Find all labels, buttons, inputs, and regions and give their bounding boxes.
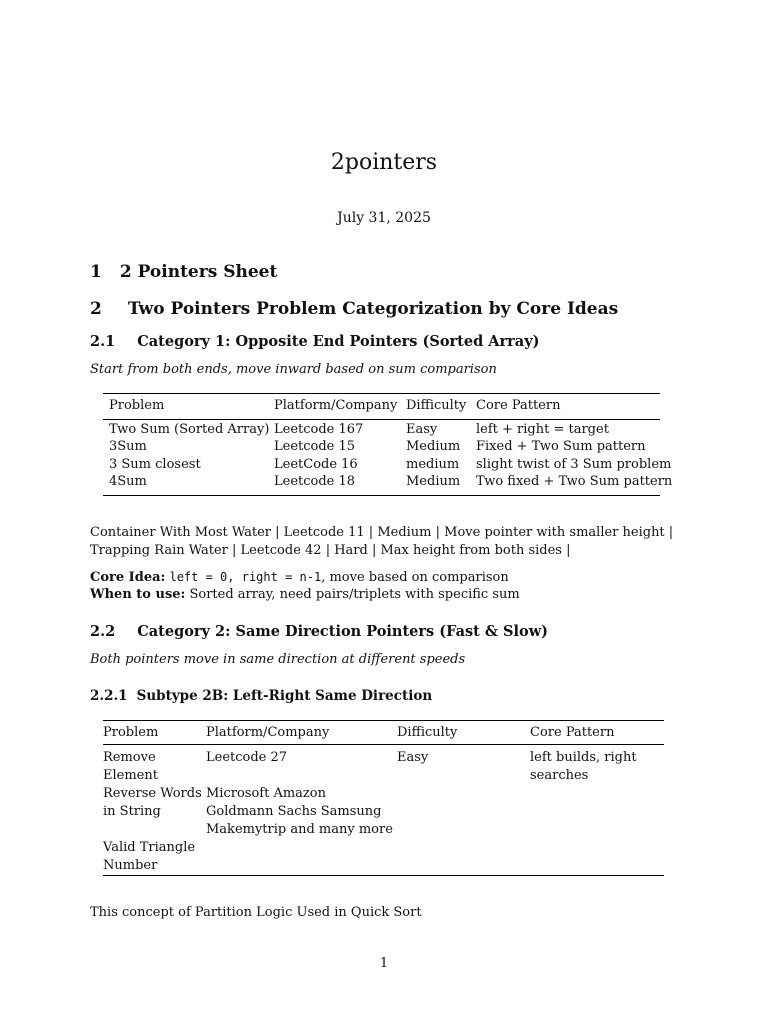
subsection-number: 2.1	[90, 333, 116, 350]
subsubsection-title: Subtype 2B: Left-Right Same Direction	[136, 688, 433, 704]
table-cell	[397, 839, 530, 875]
table-top-rule	[103, 393, 660, 394]
table-cell: left + right = target	[476, 421, 609, 437]
table-cell: Fixed + Two Sum pattern	[476, 439, 646, 454]
subsection-2-1-heading	[90, 333, 539, 350]
table-cell	[397, 785, 530, 839]
table-cell: medium	[406, 456, 460, 472]
subsection-description: Both pointers move in same direction at different speeds	[90, 652, 466, 667]
when-to-use-text: Sorted array, need pairs/triplets with specific sum	[189, 587, 520, 602]
table-cell: Medium	[406, 474, 461, 489]
table-cell	[530, 839, 664, 875]
column-header: Difficulty	[406, 398, 467, 413]
table-cell: Leetcode 18	[274, 474, 356, 489]
table-row	[109, 439, 672, 457]
table-cell: 3 Sum closest	[109, 456, 201, 472]
table-cell: Two fixed + Two Sum pattern	[476, 474, 673, 489]
column-header: Problem	[103, 725, 159, 740]
subsection-description: Start from both ends, move inward based on sum comparison	[90, 362, 497, 377]
subsection-title: Category 1: Opposite End Pointers (Sorted Array)	[137, 333, 540, 350]
section-number: 1	[90, 262, 102, 282]
subsection-title: Category 2: Same Direction Pointers (Fast & Slow)	[137, 623, 549, 640]
table-top-rule	[103, 720, 664, 721]
table-bottom-rule	[103, 495, 660, 496]
section-1-heading	[90, 262, 277, 282]
core-idea-code: left = 0, right = n-1	[169, 570, 322, 584]
table-cell: Medium	[406, 439, 461, 454]
core-idea-text: , move based on comparison	[321, 570, 509, 585]
table-cell: 4Sum	[109, 474, 147, 489]
table-row	[103, 749, 664, 785]
subsubsection-2-2-1-heading	[90, 688, 432, 704]
table-header-row	[103, 724, 664, 742]
closing-paragraph: This concept of Partition Logic Used in Quick Sort	[90, 905, 422, 920]
table-row	[103, 785, 664, 839]
problems-table-opposite-end	[109, 398, 672, 492]
document-date: July 31, 2025	[337, 210, 431, 226]
column-header: Platform/Company	[274, 398, 398, 413]
table-cell: Remove Element	[103, 750, 158, 783]
table-cell: Leetcode 15	[274, 439, 356, 454]
table-cell: 3Sum	[109, 439, 147, 454]
problems-table-same-direction	[103, 724, 664, 875]
section-title: 2 Pointers Sheet	[119, 262, 278, 282]
when-to-use-line	[90, 586, 520, 604]
subsection-2-2-heading	[90, 623, 548, 640]
table-row	[109, 474, 672, 492]
column-header: Core Pattern	[530, 725, 615, 740]
section-title: Two Pointers Problem Categorization by Core Ideas	[127, 299, 619, 319]
table-header-row	[109, 398, 672, 416]
table-bottom-rule	[103, 875, 664, 876]
table-row	[109, 457, 672, 475]
section-2-heading	[90, 299, 618, 319]
extra-problem-line: Container With Most Water | Leetcode 11 | Medium | Move pointer with smaller height |	[90, 525, 674, 540]
table-header-rule	[103, 419, 660, 420]
column-header: Difficulty	[397, 725, 458, 740]
extra-problem-line: Trapping Rain Water | Leetcode 42 | Hard | Max height from both sides |	[90, 543, 571, 558]
document-title: 2pointers	[330, 150, 438, 175]
table-cell: Easy	[397, 750, 429, 765]
table-cell: Easy	[406, 421, 438, 437]
table-cell: Reverse Words in String	[103, 786, 202, 819]
core-idea-line	[90, 568, 509, 587]
when-to-use-label: When to use:	[90, 587, 186, 602]
subsubsection-number: 2.2.1	[90, 688, 128, 704]
table-cell: Microsoft Amazon Goldmann Sachs Samsung Makemytrip and many more	[206, 786, 393, 837]
table-row	[103, 839, 664, 875]
table-cell: Valid Triangle Number	[103, 840, 196, 873]
table-cell: Leetcode 167	[274, 421, 364, 437]
section-number: 2	[90, 299, 102, 319]
table-row	[109, 422, 672, 440]
page-number: 1	[379, 956, 389, 971]
column-header: Problem	[109, 398, 165, 413]
table-cell	[530, 785, 664, 839]
subsection-number: 2.2	[90, 623, 116, 640]
column-header: Core Pattern	[476, 398, 561, 413]
core-idea-label: Core Idea:	[90, 570, 166, 585]
column-header: Platform/Company	[206, 725, 330, 740]
table-header-rule	[103, 744, 664, 745]
table-cell	[206, 839, 397, 875]
table-cell: LeetCode 16	[274, 456, 358, 472]
table-cell: Two Sum (Sorted Array)	[109, 421, 270, 437]
table-cell: Leetcode 27	[206, 750, 288, 765]
table-cell: slight twist of 3 Sum problem	[476, 456, 672, 472]
table-cell: left builds, right searches	[530, 750, 637, 783]
